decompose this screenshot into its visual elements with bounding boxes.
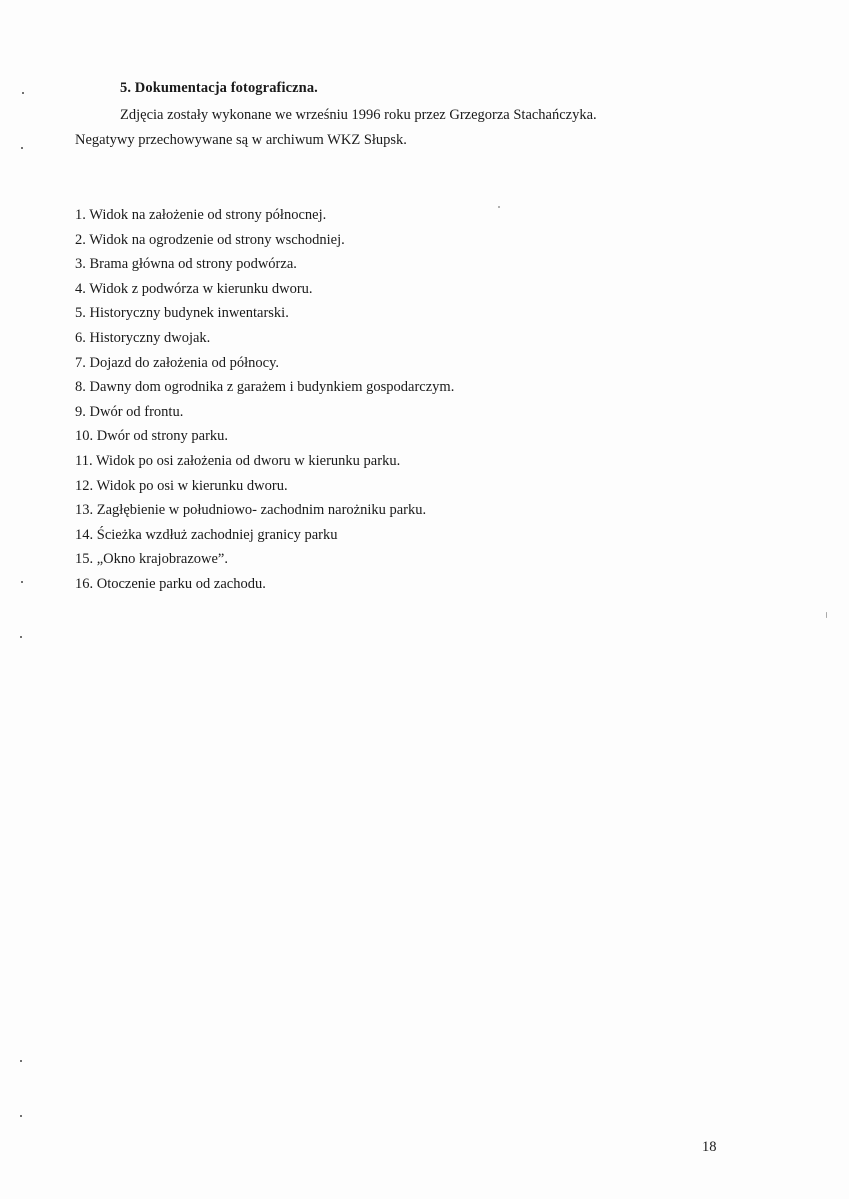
list-item: 7. Dojazd do założenia od północy.: [75, 354, 280, 371]
list-item: 13. Zagłębienie w południowo- zachodnim narożniku parku.: [75, 502, 427, 519]
scan-speck: [21, 147, 23, 149]
list-item: 8. Dawny dom ogrodnika z garażem i budynkiem gospodarczym.: [75, 379, 455, 396]
list-item: 4. Widok z podwórza w kierunku dworu.: [75, 280, 313, 297]
list-item: 9. Dwór od frontu.: [75, 403, 184, 420]
scan-speck: [826, 612, 827, 618]
scan-speck: [20, 1060, 22, 1062]
list-item: 16. Otoczenie parku od zachodu.: [75, 575, 266, 592]
list-item: 1. Widok na założenie od strony północnej.: [75, 207, 327, 223]
page-number: 18: [702, 1139, 717, 1155]
section-heading: 5. Dokumentacja fotograficzna.: [120, 80, 318, 96]
list-item: 2. Widok na ogrodzenie od strony wschodniej.: [75, 231, 345, 248]
photo-list: [75, 203, 454, 597]
list-item: 10. Dwór od strony parku.: [75, 428, 229, 445]
list-item: 3. Brama główna od strony podwórza.: [75, 256, 297, 273]
scan-speck: [20, 636, 22, 638]
intro-line-1: Zdjęcia zostały wykonane we wrześniu 1996 roku przez Grzegorza Stachańczyka.: [120, 107, 597, 123]
list-item: 6. Historyczny dwojak.: [75, 329, 211, 346]
list-item: 12. Widok po osi w kierunku dworu.: [75, 477, 288, 494]
list-item: 11. Widok po osi założenia od dworu w kierunku parku.: [75, 452, 401, 469]
list-item: 14. Ścieżka wzdłuż zachodniej granicy parku: [75, 526, 338, 543]
scan-speck: [21, 581, 23, 583]
scan-speck: [22, 92, 24, 94]
list-item: 5. Historyczny budynek inwentarski.: [75, 305, 289, 322]
intro-line-2: Negatywy przechowywane są w archiwum WKZ Słupsk.: [75, 132, 407, 148]
scan-speck: [20, 1115, 22, 1117]
scan-speck: [498, 206, 500, 208]
list-item: 15. „Okno krajobrazowe”.: [75, 551, 228, 568]
